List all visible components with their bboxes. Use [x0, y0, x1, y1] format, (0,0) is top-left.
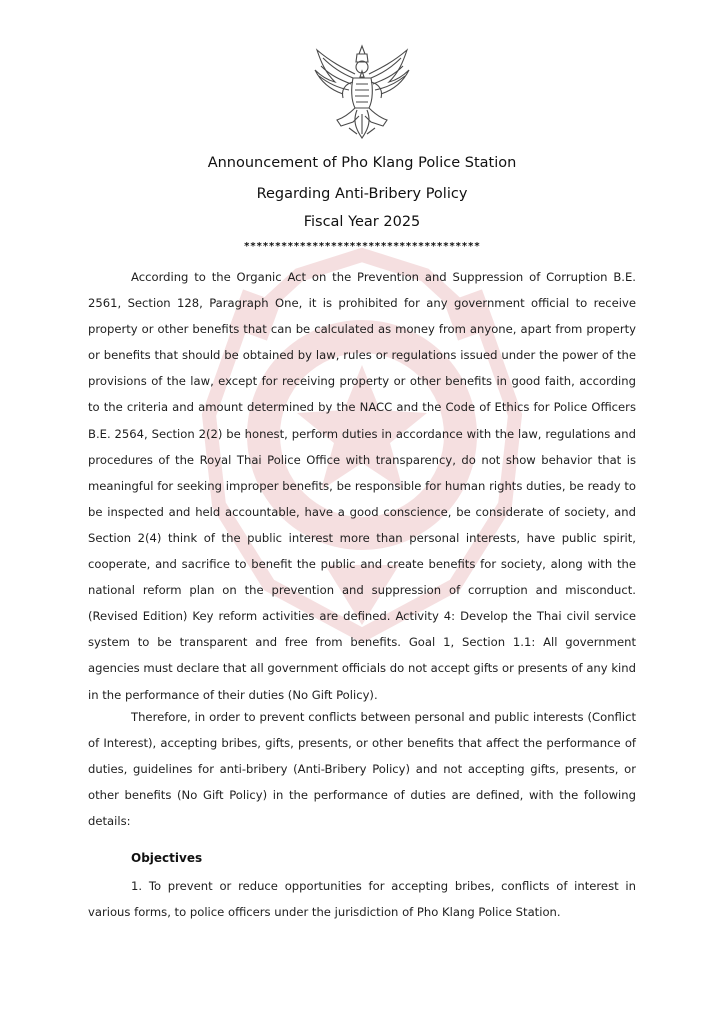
paragraph-legal-basis-text: According to the Organic Act on the Prevention and Suppression of Corruption B.E. 2561, Section 128, Paragraph One, it is prohibited for any government official to receive property or other benefits that can be calculated as money from anyone, apart from property or benefits that should be obtained by law, rules or regulations issued under the power of the provisions of the law, except for receiving property or other benefits in good faith, according to the criteria and amount determined by the NACC and the Code of Ethics for Police Officers B.E. 2564, Section 2(2) be honest, perform duties in accordance with the law, regulations and procedures of the Royal Thai Police Office with transparency, do not show behavior that is meaningful for seeking improper benefits, be responsible for human rights duties, be ready to be inspected and held accountable, have a good conscience, be considerate of society, and Section 2(4) think of the public interest more than personal interests, have public spirit, cooperate, and sacrifice to benefit the public and create benefits for society, along with the national reform plan on the prevention and suppression of corruption and misconduct. (Revised Edition) Key reform activities are defined. Activity 4: Develop the Thai civil service system to be transparent and free from benefits. Goal 1, Section 1.1: All government agencies must declare that all government officials do not accept gifts or presents of any kind in the performance of their duties (No Gift Policy). — [88, 270, 636, 702]
paragraph-purpose — [88, 704, 636, 834]
objective-item — [88, 873, 636, 925]
fiscal-year: Fiscal Year 2025 — [303, 214, 421, 230]
paragraph-purpose-text: Therefore, in order to prevent conflicts between personal and public interests (Conflict of Interest), accepting bribes, gifts, presents, or other benefits that affect the performance of duties, guidelines for anti-bribery (Anti-Bribery Policy) and not accepting gifts, presents, or other benefits (No Gift Policy) in the performance of duties are defined, with the following details: — [88, 710, 636, 829]
objective-item-text: 1. To prevent or reduce opportunities for accepting bribes, conflicts of interest in various forms, to police officers under the jurisdiction of Pho Klang Police Station. — [88, 879, 636, 920]
announcement-subject: Regarding Anti-Bribery Policy — [256, 186, 468, 202]
separator-line: ************************************** — [243, 241, 481, 252]
garuda-emblem-icon — [313, 44, 411, 140]
announcement-title: Announcement of Pho Klang Police Station — [207, 155, 517, 171]
paragraph-legal-basis — [88, 264, 636, 708]
objectives-heading: Objectives — [131, 851, 203, 865]
